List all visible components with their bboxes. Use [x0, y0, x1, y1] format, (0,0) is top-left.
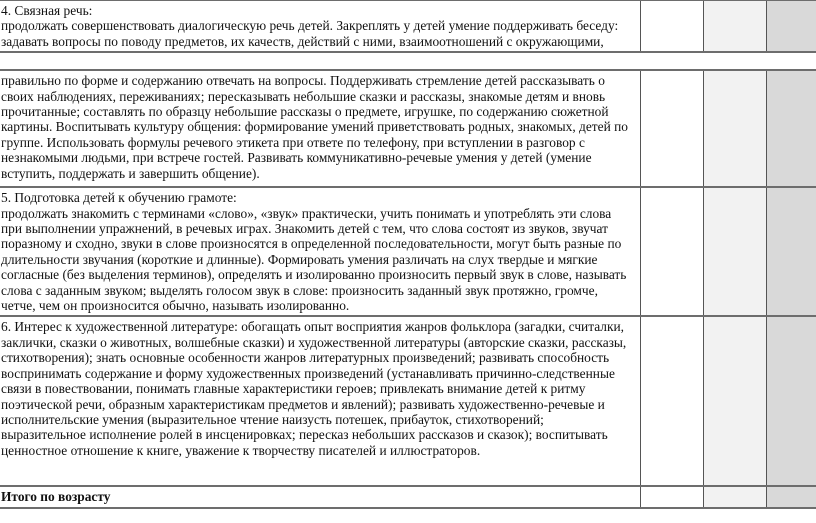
text-line: поэтической речи, образным характеристикам предметов и явлений); развивать художественно-речевые и: [1, 396, 605, 412]
total-cell-3: [767, 487, 816, 506]
text-line: связи в повествовании, понимать главные характеристики героев; привлекать внимание детей к ритму: [1, 381, 586, 397]
text-line: 4. Связная речь:: [1, 3, 93, 18]
text-line: прочитанные; составлять по образцу небольшие рассказы о предмете, игрушке, по содержанию сюжетной: [1, 104, 609, 120]
text-line: длительности звучания (короткие и длинные). Формировать умения различать на слух твердые и мягкие: [1, 251, 598, 267]
text-line: исполнительские умения (выразительное чтение наизусть потешек, прибауток, стихотворений;: [1, 411, 544, 427]
text-line: четче, чем он произносится обычно, называть изолированно.: [1, 298, 350, 314]
text-line: продолжать знакомить с терминами «слово», «звук» практически, учить понимать и употреблять эти слова: [1, 205, 612, 221]
score-cell-2: [704, 188, 767, 315]
text-line: 5. Подготовка детей к обучению грамоте:: [1, 190, 237, 206]
table-row-literacy: [0, 188, 816, 317]
total-label: Итого по возрасту: [1, 489, 111, 505]
score-cell-3: [767, 317, 816, 485]
score-cell-1: [641, 317, 704, 485]
table-row-speech-part2: [0, 71, 816, 188]
text-line: стихотворения); знать основные особенности жанров литературных произведений; развивать способность: [1, 350, 610, 366]
text-line: группе. Использовать формулы речевого этикета при ответе по телефону, при вступлении в разговор с: [1, 134, 585, 150]
text-line: картины. Воспитывать культуру общения: формирование умений приветствовать родных, знакомых, детей по: [1, 119, 628, 135]
text-line: поразному и сходно, звуки в слове произносятся в определенной последовательности, могут быть разные по: [1, 236, 622, 252]
text-line: своих наблюдениях, переживаниях; пересказывать небольшие сказки и рассказы, знакомые детям и вновь: [1, 88, 606, 104]
score-cell-2: [704, 317, 767, 485]
row-text-cell: [0, 188, 641, 315]
score-cell-1: [641, 1, 704, 51]
total-label-cell: [0, 487, 641, 506]
text-line: воспринимать содержание и форму художественных произведений (устанавливать причинно-следственные: [1, 365, 615, 381]
score-cell-2: [704, 1, 767, 51]
score-cell-2: [704, 71, 767, 186]
text-line: согласные (без выделения терминов), определять и изолированно произносить первый звук в слове, называть: [1, 267, 627, 283]
text-line: вступить, поддержать и завершить общение).: [1, 165, 260, 181]
text-line: выразительное исполнение ролей в инсценировках; пересказ небольших рассказов и сказок); воспитывать: [1, 427, 608, 443]
score-cell-3: [767, 1, 816, 51]
text-line: заклички, сказки о животных, волшебные сказки) и художественной литературы (авторские сказки, рассказы,: [1, 334, 627, 350]
row-text-cell: [0, 317, 641, 485]
text-line: продолжать совершенствовать диалогическую речь детей. Закреплять у детей умение поддерживать беседу:: [1, 18, 619, 34]
text-line: при выполнении упражнений, в речевых играх. Знакомить детей с тем, что слова состоят из звуков, звучат: [1, 221, 608, 237]
page-break-gap: [0, 53, 816, 71]
row-text-cell: [0, 71, 641, 186]
score-cell-1: [641, 188, 704, 315]
score-cell-3: [767, 71, 816, 186]
text-line: слова с заданным звуком; выделять голосом звук в слове: произносить заданный звук протяжно, громче,: [1, 282, 598, 298]
text-line: правильно по форме и содержанию отвечать на вопросы. Поддерживать стремление детей рассказывать о: [1, 73, 605, 89]
total-cell-1: [641, 487, 704, 506]
text-line: незнакомыми людьми, при встрече гостей. Развивать коммуникативно-речевые умения у детей (умение: [1, 150, 592, 166]
table-row-speech-part1: [0, 1, 816, 53]
text-line: ценностное отношение к книге, уважение к творчеству писателей и иллюстраторов.: [1, 442, 481, 458]
row-text-cell: [0, 1, 641, 51]
table-row-total: [0, 487, 816, 508]
total-cell-2: [704, 487, 767, 506]
text-line: 6. Интерес к художественной литературе: обогащать опыт восприятия жанров фольклора (загадки, считалки,: [1, 319, 625, 335]
text-line: задавать вопросы по поводу предметов, их качеств, действий с ними, взаимоотношений с окружающими,: [1, 33, 604, 49]
score-cell-3: [767, 188, 816, 315]
score-cell-1: [641, 71, 704, 186]
table-row-literature: [0, 317, 816, 487]
